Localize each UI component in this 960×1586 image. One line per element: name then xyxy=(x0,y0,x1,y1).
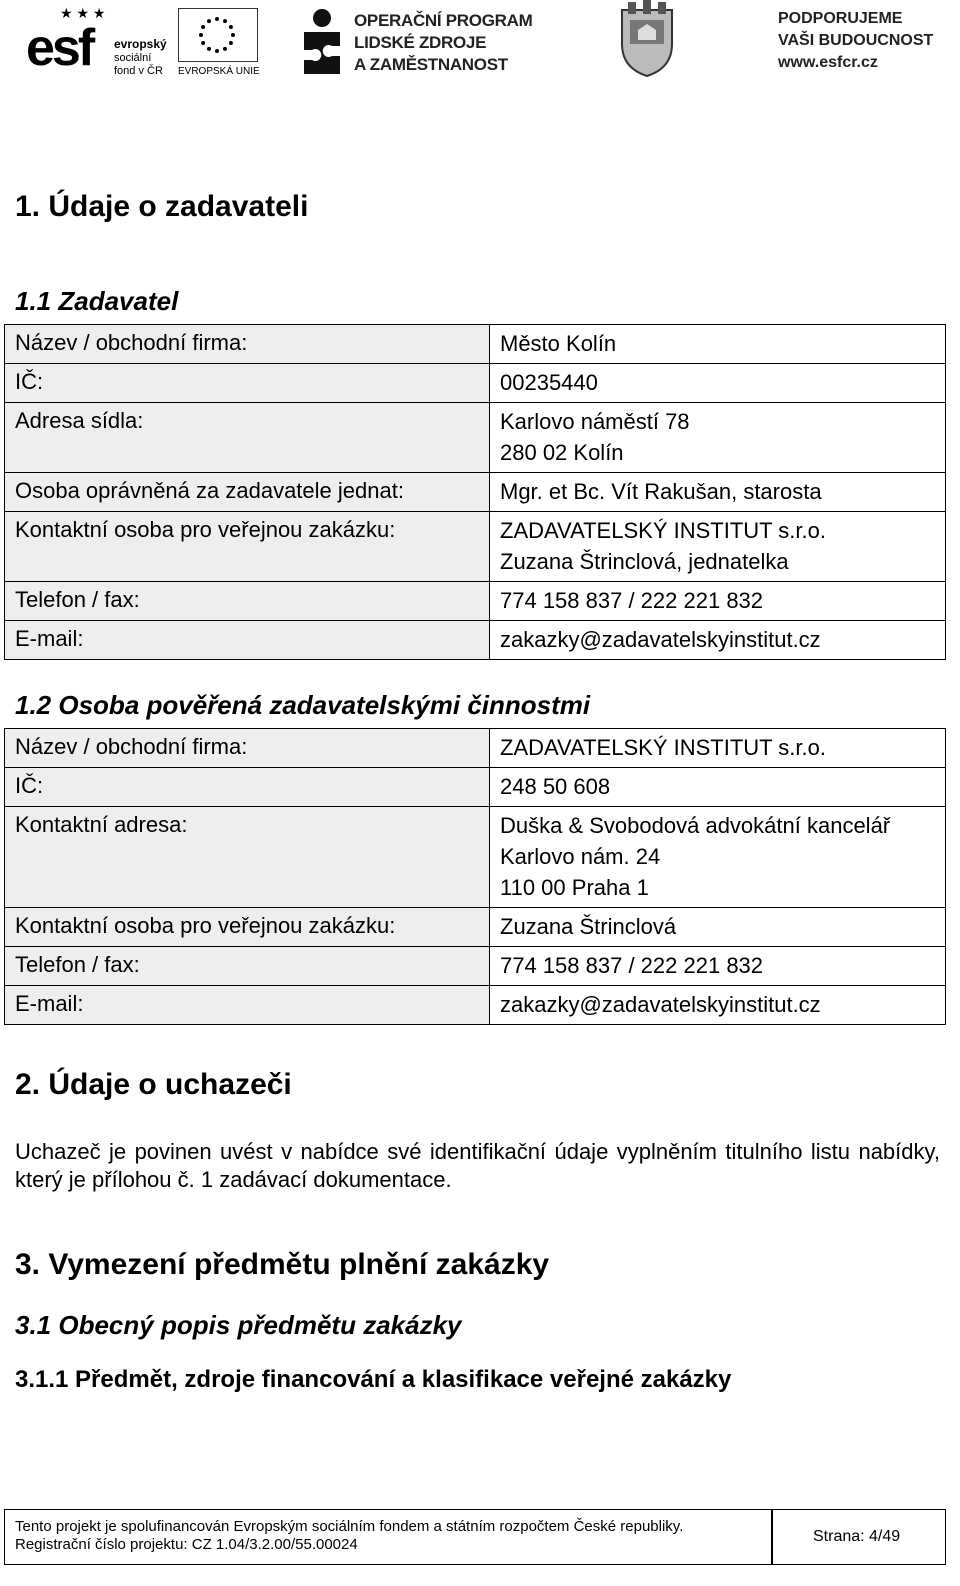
row-label: Telefon / fax: xyxy=(5,947,490,986)
table-row xyxy=(5,582,946,621)
row-value xyxy=(490,729,946,768)
value-line: zakazky@zadavatelskyinstitut.cz xyxy=(500,992,821,1017)
table-row xyxy=(5,325,946,364)
row-value xyxy=(490,473,946,512)
esf-logo xyxy=(26,4,176,78)
row-label: E-mail: xyxy=(5,621,490,660)
eu-flag-icon xyxy=(178,8,258,62)
row-value xyxy=(490,986,946,1025)
puzzle-person-icon xyxy=(298,6,346,76)
row-label: Název / obchodní firma: xyxy=(5,325,490,364)
footer-divider xyxy=(771,1510,773,1564)
podporujeme-slogan: PODPORUJEME VAŠI BUDOUCNOST www.esfcr.cz xyxy=(778,10,934,71)
row-value xyxy=(490,582,946,621)
value-line: Karlovo náměstí 78 xyxy=(500,409,690,434)
row-value xyxy=(490,807,946,908)
value-line: 00235440 xyxy=(500,370,598,395)
row-value xyxy=(490,768,946,807)
value-line: 774 158 837 / 222 221 832 xyxy=(500,588,764,613)
row-value xyxy=(490,403,946,473)
value-line: Zuzana Štrinclová, jednatelka xyxy=(500,549,789,574)
value-line: Město Kolín xyxy=(500,331,617,356)
op-title: OPERAČNÍ PROGRAM LIDSKÉ ZDROJE A ZAMĚSTNANOST xyxy=(354,11,533,74)
value-line: ZADAVATELSKÝ INSTITUT s.r.o. xyxy=(500,518,826,543)
eu-label: EVROPSKÁ UNIE xyxy=(178,66,260,77)
table-row xyxy=(5,807,946,908)
value-line: 280 02 Kolín xyxy=(500,440,624,465)
value-line: 110 00 Praha 1 xyxy=(500,875,649,900)
value-line: 248 50 608 xyxy=(500,774,611,799)
table-row xyxy=(5,947,946,986)
subsection-1-2-title: 1.2 Osoba pověřená zadavatelskými činnostmi xyxy=(15,690,591,720)
subsection-1-1-title: 1.1 Zadavatel xyxy=(15,286,179,316)
row-value xyxy=(490,621,946,660)
row-label: E-mail: xyxy=(5,986,490,1025)
row-value xyxy=(490,908,946,947)
footer-project-note: Tento projekt je spolufinancován Evropským sociálním fondem a státním rozpočtem České republiky. Registrační číslo projektu: CZ 1.04/3.2.00/55.00024 xyxy=(15,1518,684,1553)
row-label: Kontaktní osoba pro veřejnou zakázku: xyxy=(5,908,490,947)
row-value xyxy=(490,947,946,986)
row-label: Telefon / fax: xyxy=(5,582,490,621)
value-line: zakazky@zadavatelskyinstitut.cz xyxy=(500,627,821,652)
section-2-paragraph: Uchazeč je povinen uvést v nabídce své identifikační údaje vyplněním titulního listu nabídky, který je přílohou č. 1 zadávací dokumentace. xyxy=(15,1139,940,1192)
value-line: Zuzana Štrinclová xyxy=(500,914,677,939)
page-number: Strana: 4/49 xyxy=(813,1528,901,1545)
row-label: Osoba oprávněná za zadavatele jednat: xyxy=(5,473,490,512)
table-row xyxy=(5,729,946,768)
section-3-title: 3. Vymezení předmětu plnění zakázky xyxy=(15,1248,550,1281)
kolin-crest-icon xyxy=(614,0,680,78)
value-line: Karlovo nám. 24 xyxy=(500,844,661,869)
page-footer xyxy=(4,1509,946,1565)
row-value xyxy=(490,325,946,364)
table-row xyxy=(5,986,946,1025)
row-value xyxy=(490,512,946,582)
value-line: ZADAVATELSKÝ INSTITUT s.r.o. xyxy=(500,735,826,760)
table-row xyxy=(5,621,946,660)
table-row xyxy=(5,512,946,582)
table-row xyxy=(5,403,946,473)
table-row xyxy=(5,364,946,403)
row-label: IČ: xyxy=(5,768,490,807)
esf-wordmark: esf xyxy=(26,19,93,77)
subsection-3-1-1-title: 3.1.1 Předmět, zdroje financování a klasifikace veřejné zakázky xyxy=(15,1366,732,1393)
value-line: 774 158 837 / 222 221 832 xyxy=(500,953,764,978)
eu-logo xyxy=(178,8,260,80)
row-label: Kontaktní adresa: xyxy=(5,807,490,908)
header-logos xyxy=(0,0,960,82)
poverena-osoba-table xyxy=(4,728,946,1025)
value-line: Duška & Svobodová advokátní kancelář xyxy=(500,813,891,838)
row-label: Adresa sídla: xyxy=(5,403,490,473)
table-row xyxy=(5,473,946,512)
subsection-3-1-title: 3.1 Obecný popis předmětu zakázky xyxy=(15,1310,462,1340)
table-row xyxy=(5,768,946,807)
row-label: IČ: xyxy=(5,364,490,403)
value-line: Mgr. et Bc. Vít Rakušan, starosta xyxy=(500,479,822,504)
row-label: Kontaktní osoba pro veřejnou zakázku: xyxy=(5,512,490,582)
esf-subtitle: evropský sociální fond v ČR xyxy=(114,37,167,77)
section-1-title: 1. Údaje o zadavateli xyxy=(15,190,309,223)
row-value xyxy=(490,364,946,403)
zadavatel-table xyxy=(4,324,946,660)
eu-stars-icon xyxy=(197,15,237,55)
table-row xyxy=(5,908,946,947)
op-lzz-logo xyxy=(298,4,548,78)
star-icon: ★ ★ ★ xyxy=(60,5,106,21)
section-2-title: 2. Údaje o uchazeči xyxy=(15,1068,292,1101)
row-label: Název / obchodní firma: xyxy=(5,729,490,768)
